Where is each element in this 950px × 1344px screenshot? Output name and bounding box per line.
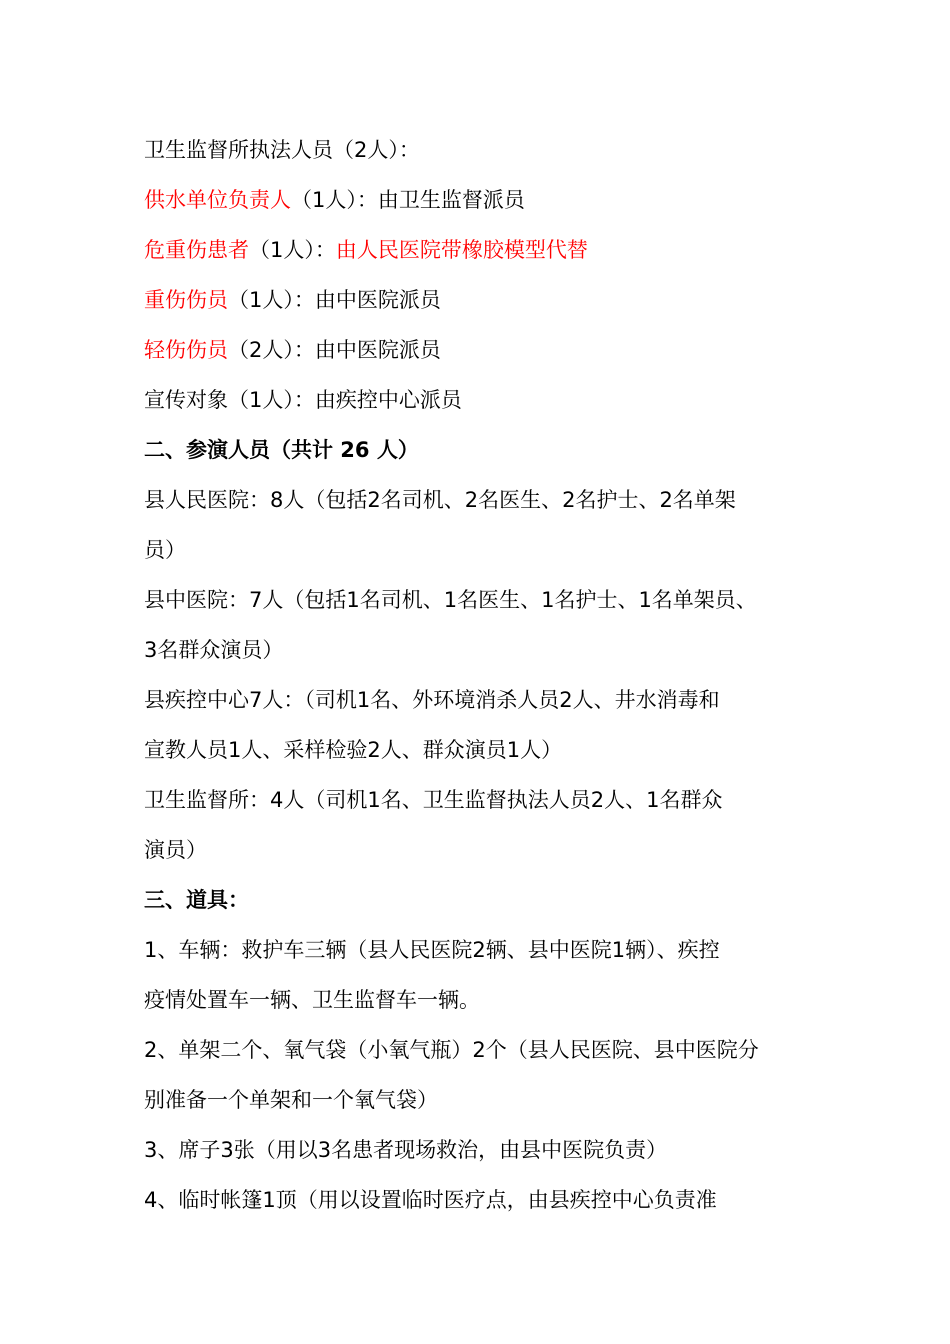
paragraph-line: 宣教人员1人、采样检验2人、群众演员1人） (144, 738, 563, 762)
role-text: （1人）： (249, 238, 336, 262)
role-line-water-supply (144, 175, 834, 225)
paragraph-line: 1、车辆：救护车三辆（县人民医院2辆、县中医院1辆）、疾控 (144, 938, 720, 962)
section-heading-props: 三、道具： (144, 888, 249, 912)
paragraph-line: 县中医院：7人（包括1名司机、1名医生、1名护士、1名单架员、 (144, 588, 757, 612)
role-line-critical-patient (144, 225, 834, 275)
role-highlight: 重伤伤员 (144, 288, 228, 312)
role-highlight: 危重伤患者 (144, 238, 249, 262)
paragraph-line: 4、临时帐篷1顶（用以设置临时医疗点，由县疾控中心负责准 (144, 1188, 717, 1212)
role-highlight-detail: 由人民医院带橡胶模型代替 (335, 238, 588, 262)
paragraph-line: 卫生监督所：4人（司机1名、卫生监督执法人员2人、1名群众 (144, 788, 723, 812)
section-heading-participants: 二、参演人员（共计 26 人） (144, 438, 419, 462)
role-highlight: 轻伤伤员 (144, 338, 228, 362)
paragraph-line: 县人民医院：8人（包括2名司机、2名医生、2名护士、2名单架 (144, 488, 736, 512)
paragraph-line: 演员） (144, 838, 207, 862)
role-line-enforcement-staff (144, 125, 834, 175)
role-line-lightly-injured (144, 325, 834, 375)
paragraph-line: 2、单架二个、氧气袋（小氧气瓶）2个（县人民医院、县中医院分 (144, 1038, 759, 1062)
role-text: （2人）：由中医院派员 (228, 338, 441, 362)
role-highlight: 供水单位负责人 (144, 188, 291, 212)
role-line-publicity-target (144, 375, 834, 425)
paragraph-line: 3、席子3张（用以3名患者现场救治，由县中医院负责） (144, 1138, 668, 1162)
paragraph-line: 别准备一个单架和一个氧气袋） (144, 1088, 438, 1112)
paragraph-line: 县疾控中心7人：（司机1名、外环境消杀人员2人、井水消毒和 (144, 688, 720, 712)
paragraph-line: 员） (144, 538, 186, 562)
role-text: （1人）：由卫生监督派员 (291, 188, 525, 212)
role-text: 宣传对象（1人）：由疾控中心派员 (144, 388, 462, 412)
role-line-seriously-injured (144, 275, 834, 325)
paragraph-line: 疫情处置车一辆、卫生监督车一辆。 (144, 988, 480, 1012)
role-text: 卫生监督所执法人员（2人）： (144, 138, 420, 162)
role-text: （1人）：由中医院派员 (228, 288, 441, 312)
paragraph-line: 3名群众演员） (144, 638, 284, 662)
